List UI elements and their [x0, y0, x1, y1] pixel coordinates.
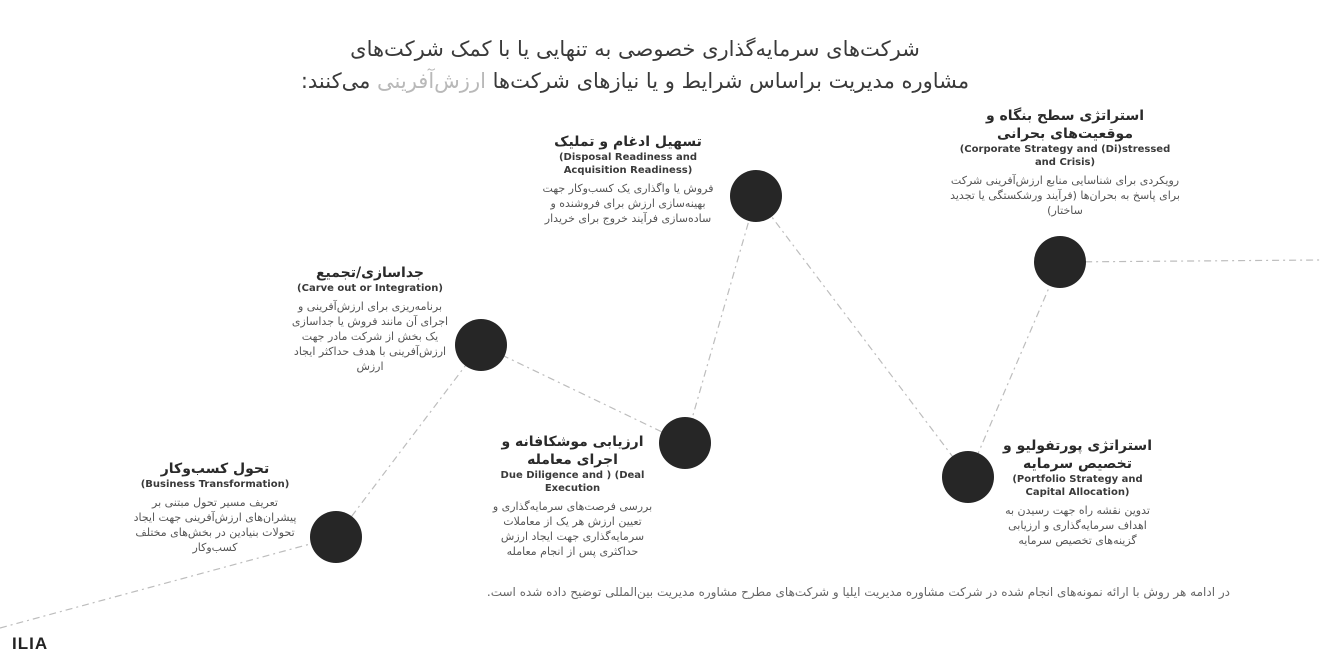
step-description: تدوین نقشه راه جهت رسیدن به اهداف سرمایه‌گذاری و ارزیابی گزینه‌های تخصیص سرمایه	[1005, 504, 1150, 547]
step-title-en: Due Diligence and ) (Deal Execution	[500, 470, 645, 494]
title-line-2-start: مشاوره مدیریت براساس شرایط و یا نیازهای شرکت‌ها	[492, 69, 970, 93]
title-line-1: شرکت‌های سرمایه‌گذاری خصوصی به تنهایی یا با کمک شرکت‌های	[350, 37, 920, 61]
step-title-en: (Carve out or Integration)	[297, 283, 443, 294]
step-title: تسهیل ادغام و تملیک	[554, 134, 702, 150]
step-description: فروش یا واگذاری یک کسب‌وکار جهت بهینه‌سازی ارزش برای فروشنده و ساده‌سازی فرآیند خروج برای خریدار	[542, 182, 714, 225]
step-title-en: (Corporate Strategy and (Di)stressed and Crisis)	[959, 144, 1171, 168]
step-title: ارزیابی موشکافانه و اجرای معامله	[501, 434, 644, 468]
step-node-6	[1034, 236, 1086, 288]
step-node-4	[730, 170, 782, 222]
title-accent: ارزش‌آفرینی	[377, 69, 486, 93]
step-description: برنامه‌ریزی برای ارزش‌آفرینی و اجرای آن مانند فروش یا جداسازی یک بخش از شرکت مادر جهت ارزش‌آفرینی با هدف حداکثر ایجاد ارزش	[291, 300, 449, 373]
step-block-3	[480, 433, 665, 559]
company-logo: ILIA	[12, 634, 49, 653]
step-description: تعریف مسیر تحول مبتنی بر پیشران‌های ارزش‌آفرینی جهت ایجاد تحولات بنیادین در بخش‌های مختلف کسب‌وکار	[133, 496, 297, 554]
step-node-1	[310, 511, 362, 563]
step-title: استراتژی سطح بنگاه و موقعیت‌های بحرانی	[985, 108, 1145, 142]
step-block-6	[950, 107, 1180, 218]
step-block-5	[995, 437, 1160, 548]
step-node-5	[942, 451, 994, 503]
step-description: بررسی فرصت‌های سرمایه‌گذاری و تعیین ارزش هر یک از معاملات سرمایه‌گذاری جهت ایجاد ارزش حداکثری پس از انجام معامله	[492, 500, 653, 558]
step-description: رویکردی برای شناسایی منابع ارزش‌آفرینی شرکت برای پاسخ به بحران‌ها (فرآیند ورشکستگی یا تجدید ساختار)	[950, 174, 1180, 217]
step-block-2	[285, 264, 455, 374]
step-title: تحول کسب‌وکار	[160, 461, 270, 477]
footer-note: در ادامه هر روش با ارائه نمونه‌های انجام شده در شرکت مشاوره مدیریت ایلیا و شرکت‌های مطرح مشاوره مدیریت بین‌المللی توضیح داده شده است.	[486, 585, 1230, 599]
step-node-3	[659, 417, 711, 469]
step-node-2	[455, 319, 507, 371]
step-block-1	[130, 460, 300, 555]
step-title-en: (Disposal Readiness and Acquisition Readiness)	[558, 152, 698, 176]
step-block-4	[528, 133, 728, 226]
step-title: استراتژی پورتفولیو و تخصیص سرمایه	[1003, 438, 1152, 472]
title-line-2-end: می‌کنند:	[300, 69, 371, 93]
step-title-en: (Portfolio Strategy and Capital Allocation)	[1012, 474, 1143, 498]
step-title: جداسازی/تجمیع	[315, 265, 424, 281]
step-title-en: (Business Transformation)	[140, 479, 290, 490]
